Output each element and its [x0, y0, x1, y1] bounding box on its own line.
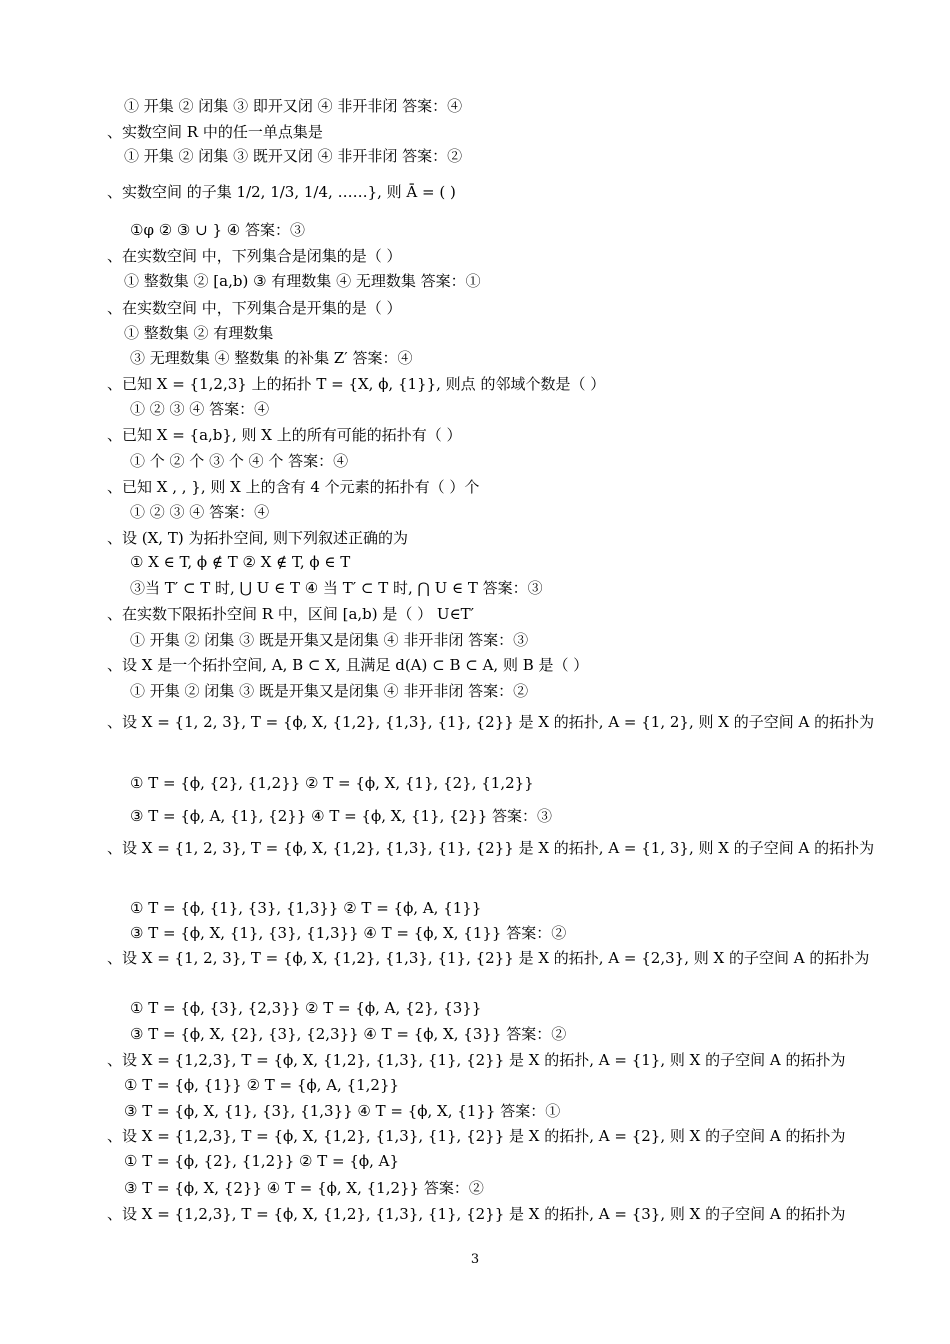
- text-line: ① 整数集 ② 有理数集: [124, 324, 274, 342]
- text-line: ① 开集 ② 闭集 ③ 既开又闭 ④ 非开非闭 答案：②: [124, 147, 463, 165]
- text-line: 、设 X = {1,2,3}, T = {ϕ, X, {1,2}, {1,3}, {1}, {2}} 是 X 的拓扑, A = {3}, 则 X 的子空间 A 的拓扑为: [107, 1205, 846, 1223]
- text-line: ① 个 ② 个 ③ 个 ④ 个 答案：④: [130, 452, 349, 470]
- text-line: 、在实数空间 中，下列集合是闭集的是（ ）: [107, 247, 402, 265]
- text-line: 、设 (X, T) 为拓扑空间, 则下列叙述正确的为: [107, 529, 408, 547]
- text-line: 、设 X 是一个拓扑空间, A, B ⊂ X, 且满足 d(A) ⊂ B ⊂ A, 则 B 是（ ）: [107, 656, 589, 674]
- text-line: ① T = {ϕ, {2}, {1,2}} ② T = {ϕ, X, {1}, {2}, {1,2}}: [130, 774, 534, 792]
- text-line: ① X ∈ T, ϕ ∉ T ② X ∉ T, ϕ ∈ T: [130, 553, 351, 571]
- text-line: ① 开集 ② 闭集 ③ 既是开集又是闭集 ④ 非开非闭 答案：②: [130, 682, 529, 700]
- page-number: 3: [470, 1252, 480, 1267]
- text-line: ③ 无理数集 ④ 整数集 的补集 Z′ 答案：④: [130, 349, 413, 367]
- text-line: ① T = {ϕ, {1}} ② T = {ϕ, A, {1,2}}: [124, 1076, 400, 1094]
- text-line: ③ T = {ϕ, X, {1}, {3}, {1,3}} ④ T = {ϕ, X, {1}} 答案：①: [124, 1102, 561, 1120]
- text-line: 、已知 X = {1,2,3} 上的拓扑 T = {X, ϕ, {1}}, 则点 的邻域个数是（ ）: [107, 375, 606, 393]
- text-line: ① T = {ϕ, {3}, {2,3}} ② T = {ϕ, A, {2}, {3}}: [130, 999, 482, 1017]
- text-line: ③ T = {ϕ, A, {1}, {2}} ④ T = {ϕ, X, {1}, {2}} 答案：③: [130, 807, 553, 825]
- text-line: ① 开集 ② 闭集 ③ 即开又闭 ④ 非开非闭 答案：④: [124, 97, 463, 115]
- text-line: 、已知 X = {a,b}, 则 X 上的所有可能的拓扑有（ ）: [107, 426, 462, 444]
- text-line: 、设 X = {1,2,3}, T = {ϕ, X, {1,2}, {1,3}, {1}, {2}} 是 X 的拓扑, A = {1}, 则 X 的子空间 A 的拓扑为: [107, 1051, 846, 1069]
- text-line: 、设 X = {1,2,3}, T = {ϕ, X, {1,2}, {1,3}, {1}, {2}} 是 X 的拓扑, A = {2}, 则 X 的子空间 A 的拓扑为: [107, 1127, 846, 1145]
- text-line: ① 整数集 ② [a,b) ③ 有理数集 ④ 无理数集 答案：①: [124, 272, 481, 290]
- text-line: 、实数空间 R 中的任一单点集是: [107, 123, 323, 141]
- text-line: ① 开集 ② 闭集 ③ 既是开集又是闭集 ④ 非开非闭 答案：③: [130, 631, 529, 649]
- text-line: ③ T = {ϕ, X, {2}, {3}, {2,3}} ④ T = {ϕ, X, {3}} 答案：②: [130, 1025, 567, 1043]
- text-line: ①φ ② ③ ∪ } ④ 答案：③: [130, 221, 306, 239]
- text-line: 、在实数空间 中，下列集合是开集的是（ ）: [107, 299, 402, 317]
- text-line: 、设 X = {1, 2, 3}, T = {ϕ, X, {1,2}, {1,3}, {1}, {2}} 是 X 的拓扑, A = {2,3}, 则 X 的子空间 A 的拓扑为: [107, 949, 870, 967]
- text-line: 、设 X = {1, 2, 3}, T = {ϕ, X, {1,2}, {1,3}, {1}, {2}} 是 X 的拓扑, A = {1, 3}, 则 X 的子空间 A 的拓扑为: [107, 839, 875, 857]
- text-line: 、实数空间 的子集 1/2, 1/3, 1/4, ……}, 则 Ā = ( ): [107, 183, 456, 201]
- text-line: ① T = {ϕ, {1}, {3}, {1,3}} ② T = {ϕ, A, {1}}: [130, 899, 482, 917]
- text-line: 、在实数下限拓扑空间 R 中，区间 [a,b) 是（ ） U∈T′: [107, 605, 475, 623]
- text-line: ① ② ③ ④ 答案：④: [130, 503, 270, 521]
- text-line: 、设 X = {1, 2, 3}, T = {ϕ, X, {1,2}, {1,3}, {1}, {2}} 是 X 的拓扑, A = {1, 2}, 则 X 的子空间 A 的拓扑为: [107, 713, 875, 731]
- text-line: ① ② ③ ④ 答案：④: [130, 400, 270, 418]
- text-line: ③ T = {ϕ, X, {2}} ④ T = {ϕ, X, {1,2}} 答案：②: [124, 1179, 484, 1197]
- text-line: ③ T = {ϕ, X, {1}, {3}, {1,3}} ④ T = {ϕ, X, {1}} 答案：②: [130, 924, 567, 942]
- text-line: ① T = {ϕ, {2}, {1,2}} ② T = {ϕ, A}: [124, 1152, 400, 1170]
- text-line: 、已知 X , , }, 则 X 上的含有 4 个元素的拓扑有（ ）个: [107, 478, 480, 496]
- text-line: ③当 T′ ⊂ T 时, ⋃ U ∈ T ④ 当 T′ ⊂ T 时, ⋂ U ∈ T 答案：③: [130, 579, 543, 597]
